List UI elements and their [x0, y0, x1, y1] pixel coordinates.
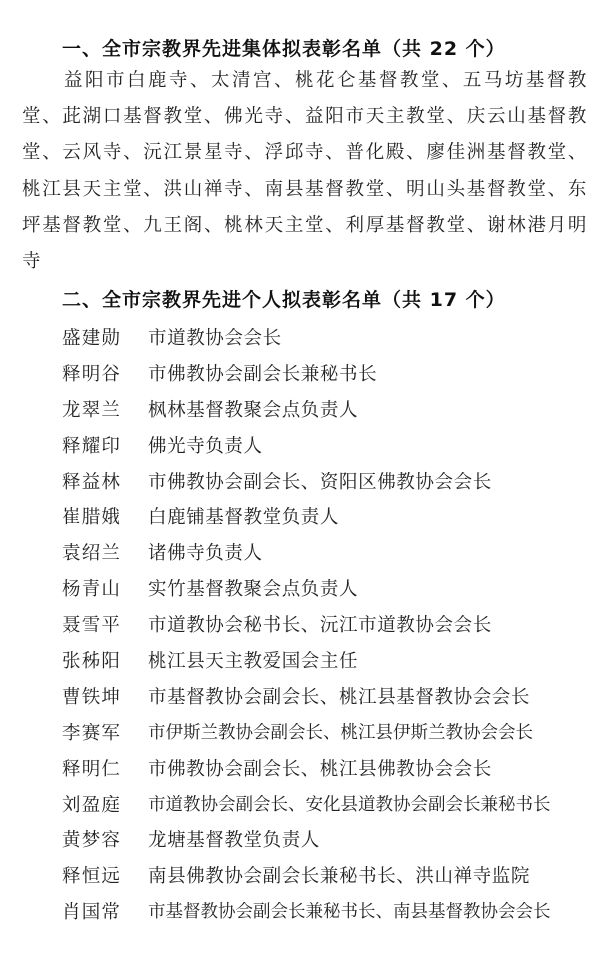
list-item [0, 392, 600, 428]
person-title: 市道教协会秘书长、沅江市道教协会会长 [148, 615, 492, 637]
list-item [0, 894, 600, 930]
person-title: 诸佛寺负责人 [148, 543, 263, 565]
individual-list [0, 320, 600, 930]
person-title: 市伊斯兰教协会副会长、桃江县伊斯兰教协会会长 [148, 722, 533, 743]
person-title: 实竹基督教聚会点负责人 [148, 579, 359, 601]
person-title: 佛光寺负责人 [148, 435, 263, 457]
person-name: 聂雪平 [62, 615, 122, 637]
list-item [0, 822, 600, 858]
person-name: 张秭阳 [62, 651, 122, 673]
person-name: 龙翠兰 [62, 399, 122, 421]
list-item [0, 535, 600, 571]
person-name: 袁绍兰 [62, 543, 122, 565]
person-title: 市基督教协会副会长兼秘书长、南县基督教协会会长 [148, 902, 551, 923]
list-item [0, 751, 600, 787]
person-name: 释益林 [62, 471, 122, 493]
person-name: 肖国常 [62, 902, 122, 924]
list-item [0, 787, 600, 823]
person-name: 曹铁坤 [62, 686, 122, 708]
person-name: 盛建勋 [62, 328, 122, 349]
person-title: 白鹿铺基督教堂负责人 [148, 507, 340, 529]
list-item [0, 858, 600, 894]
section1-collective-list: 益阳市白鹿寺、太清宫、桃花仑基督教堂、五马坊基督教堂、茈湖口基督教堂、佛光寺、益阳市天主教堂、庆云山基督教堂、云风寺、沅江景星寺、浮邱寺、普化殿、廖佳洲基督教堂、桃江县天主堂、洪山禅寺、南县基督教堂、明山头基督教堂、东坪基督教堂、九王阁、桃林天主堂、利厚基督教堂、谢林港月明寺 [22, 70, 588, 273]
person-title: 市佛教协会副会长、资阳区佛教协会会长 [148, 471, 492, 493]
person-title: 市基督教协会副会长、桃江县基督教协会会长 [148, 686, 531, 708]
person-name: 崔腊娥 [62, 507, 122, 529]
list-item [0, 356, 600, 392]
person-title: 市佛教协会副会长兼秘书长 [148, 363, 378, 385]
list-item [0, 464, 600, 500]
section2-heading: 二、全市宗教界先进个人拟表彰名单（共 17 个） [62, 289, 506, 311]
person-name: 李赛军 [62, 722, 122, 744]
list-item [0, 679, 600, 715]
person-title: 枫林基督教聚会点负责人 [148, 399, 359, 421]
list-item [0, 499, 600, 535]
person-name: 释恒远 [62, 866, 122, 888]
person-name: 释明谷 [62, 363, 122, 385]
person-title: 市道教协会副会长、安化县道教协会副会长兼秘书长 [148, 794, 551, 815]
list-item [0, 428, 600, 464]
list-item [0, 715, 600, 751]
section1-heading: 一、全市宗教界先进集体拟表彰名单（共 22 个） [62, 38, 506, 60]
list-item [0, 320, 600, 356]
list-item [0, 643, 600, 679]
person-title: 南县佛教协会副会长兼秘书长、洪山禅寺监院 [148, 866, 531, 888]
person-title: 桃江县天主教爱国会主任 [148, 651, 359, 673]
person-title: 龙塘基督教堂负责人 [148, 830, 320, 852]
person-name: 黄梦容 [62, 830, 122, 852]
person-name: 释明仁 [62, 758, 122, 780]
person-name: 释耀印 [62, 435, 122, 457]
person-name: 杨青山 [62, 579, 122, 601]
person-name: 刘盈庭 [62, 794, 122, 816]
person-title: 市道教协会会长 [148, 328, 282, 349]
list-item [0, 571, 600, 607]
person-title: 市佛教协会副会长、桃江县佛教协会会长 [148, 758, 492, 780]
list-item [0, 607, 600, 643]
